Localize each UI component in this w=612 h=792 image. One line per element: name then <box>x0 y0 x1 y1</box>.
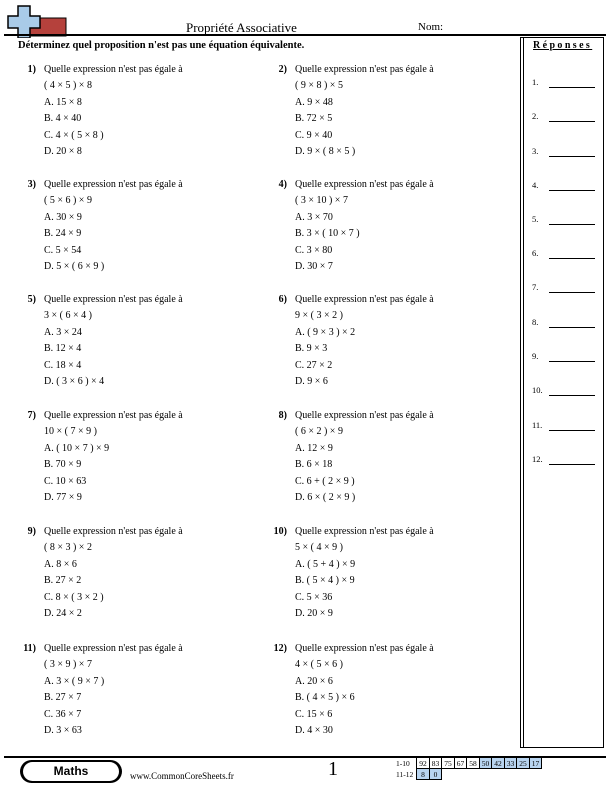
question-body <box>295 177 505 275</box>
answer-line[interactable] <box>532 146 596 156</box>
answer-option: A. ( 10 × 7 ) × 9 <box>44 442 110 454</box>
answer-option: A. ( 5 + 4 ) × 9 <box>295 558 356 570</box>
answer-line[interactable] <box>532 420 596 430</box>
score-row <box>396 758 542 769</box>
question-expression: ( 8 × 3 ) × 2 <box>44 542 92 554</box>
page-number: 1 <box>328 758 338 780</box>
answer-option: C. 8 × ( 3 × 2 ) <box>44 591 104 603</box>
question-prompt: Quelle expression n'est pas égale à <box>44 294 183 305</box>
answer-option: A. 30 × 9 <box>44 211 82 223</box>
answer-option: D. 77 × 9 <box>44 492 82 504</box>
score-cell: 33 <box>504 758 517 769</box>
answer-option: C. 5 × 36 <box>295 591 333 603</box>
answer-blank[interactable] <box>549 87 595 88</box>
question-number: 7) <box>27 410 36 421</box>
question-prompt: Quelle expression n'est pas égale à <box>44 64 183 75</box>
answer-option: B. 70 × 9 <box>44 459 82 471</box>
answer-number: 10. <box>532 385 543 395</box>
score-cell: 92 <box>417 758 430 769</box>
answers-panel-divider <box>523 37 524 748</box>
question-expression: 10 × ( 7 × 9 ) <box>44 426 97 438</box>
answer-line[interactable] <box>532 351 596 361</box>
score-cell: 83 <box>429 758 442 769</box>
question-number: 4) <box>278 179 287 190</box>
question-number: 11) <box>23 643 36 654</box>
answer-option: C. 3 × 80 <box>295 244 333 256</box>
question-body <box>44 524 254 622</box>
answer-option: A. 20 × 6 <box>295 675 333 687</box>
question-expression: 3 × ( 6 × 4 ) <box>44 310 92 322</box>
question-number: 12) <box>273 643 287 654</box>
question-number: 10) <box>273 526 287 537</box>
question-number: 2) <box>278 64 287 75</box>
answer-option: A. 15 × 8 <box>44 96 82 108</box>
answer-option: A. ( 9 × 3 ) × 2 <box>295 326 356 338</box>
answer-number: 11. <box>532 420 543 430</box>
answer-blank[interactable] <box>549 121 595 122</box>
answer-option: B. 27 × 7 <box>44 692 82 704</box>
question-expression: ( 3 × 10 ) × 7 <box>295 195 348 207</box>
answer-number: 1. <box>532 77 539 87</box>
question-body <box>295 408 505 506</box>
answer-option: D. 9 × ( 8 × 5 ) <box>295 146 356 158</box>
answer-option: B. 12 × 4 <box>44 343 82 355</box>
subject-label: Maths <box>23 762 119 781</box>
header-divider <box>4 34 606 36</box>
answer-blank[interactable] <box>549 464 595 465</box>
answer-option: D. 24 × 2 <box>44 608 82 620</box>
score-cell: 17 <box>529 758 542 769</box>
answer-option: B. ( 4 × 5 ) × 6 <box>295 692 355 704</box>
answer-option: D. 20 × 9 <box>295 608 333 620</box>
answer-option: B. ( 5 × 4 ) × 9 <box>295 575 355 587</box>
question-prompt: Quelle expression n'est pas égale à <box>44 179 183 190</box>
question-body <box>44 177 254 275</box>
question-expression: 4 × ( 5 × 6 ) <box>295 659 343 671</box>
question-number: 5) <box>27 294 36 305</box>
score-cell: 42 <box>492 758 505 769</box>
question-expression: ( 6 × 2 ) × 9 <box>295 426 343 438</box>
answer-option: C. 18 × 4 <box>44 359 82 371</box>
answer-number: 4. <box>532 180 539 190</box>
question-prompt: Quelle expression n'est pas égale à <box>295 410 434 421</box>
score-table <box>396 757 542 780</box>
question-body <box>295 292 505 390</box>
question-number: 6) <box>278 294 287 305</box>
question-prompt: Quelle expression n'est pas égale à <box>295 526 434 537</box>
score-cell: 25 <box>517 758 530 769</box>
question-prompt: Quelle expression n'est pas égale à <box>295 294 434 305</box>
answer-option: B. 3 × ( 10 × 7 ) <box>295 228 360 240</box>
name-label: Nom: <box>418 21 444 33</box>
answer-line[interactable] <box>532 282 596 292</box>
answer-option: D. 30 × 7 <box>295 261 333 273</box>
answer-option: C. 6 + ( 2 × 9 ) <box>295 475 355 487</box>
answer-option: D. 4 × 30 <box>295 725 333 737</box>
answer-option: C. 36 × 7 <box>44 708 82 720</box>
answer-blank[interactable] <box>549 430 595 431</box>
answer-line[interactable] <box>532 111 596 121</box>
answer-option: B. 4 × 40 <box>44 113 82 125</box>
answer-number: 2. <box>532 111 539 121</box>
answer-line[interactable] <box>532 77 596 87</box>
question-body <box>295 524 505 622</box>
question-body <box>44 292 254 390</box>
answer-option: D. 9 × 6 <box>295 376 328 388</box>
answer-number: 12. <box>532 454 543 464</box>
answer-option: B. 9 × 3 <box>295 343 328 355</box>
question-expression: ( 5 × 6 ) × 9 <box>44 195 92 207</box>
answer-line[interactable] <box>532 248 596 258</box>
question-expression: 5 × ( 4 × 9 ) <box>295 542 343 554</box>
score-cell: 58 <box>467 758 480 769</box>
score-cell: 8 <box>417 769 430 780</box>
answer-option: B. 24 × 9 <box>44 228 82 240</box>
answer-option: B. 27 × 2 <box>44 575 82 587</box>
question-expression: ( 3 × 9 ) × 7 <box>44 659 92 671</box>
question-number: 9) <box>27 526 36 537</box>
plus-logo-icon <box>4 4 68 38</box>
answer-line[interactable] <box>532 454 596 464</box>
score-row-label: 11-12 <box>396 769 414 779</box>
answer-option: A. 3 × 24 <box>44 326 82 338</box>
question-body <box>44 62 254 160</box>
answer-blank[interactable] <box>549 327 595 328</box>
answer-option: D. 20 × 8 <box>44 146 82 158</box>
score-cell: 0 <box>429 769 442 780</box>
answer-option: D. 5 × ( 6 × 9 ) <box>44 261 105 273</box>
answer-number: 3. <box>532 146 539 156</box>
question-number: 3) <box>27 179 36 190</box>
answer-option: C. 10 × 63 <box>44 475 87 487</box>
answer-option: D. ( 3 × 6 ) × 4 <box>44 376 105 388</box>
answer-option: A. 9 × 48 <box>295 96 333 108</box>
answer-option: C. 15 × 6 <box>295 708 333 720</box>
answer-line[interactable] <box>532 317 596 327</box>
question-body <box>295 641 505 739</box>
answer-line[interactable] <box>532 385 596 395</box>
answer-number: 5. <box>532 214 539 224</box>
answer-number: 7. <box>532 282 539 292</box>
answer-blank[interactable] <box>549 258 595 259</box>
score-cell: 75 <box>442 758 455 769</box>
question-body <box>44 408 254 506</box>
answer-option: C. 4 × ( 5 × 8 ) <box>44 129 104 141</box>
website-link[interactable]: www.CommonCoreSheets.fr <box>130 771 234 781</box>
question-expression: ( 9 × 8 ) × 5 <box>295 80 343 92</box>
question-number: 8) <box>278 410 287 421</box>
answer-blank[interactable] <box>549 361 595 362</box>
question-prompt: Quelle expression n'est pas égale à <box>44 526 183 537</box>
answer-blank[interactable] <box>549 292 595 293</box>
answer-option: B. 72 × 5 <box>295 113 333 125</box>
score-cell: 50 <box>479 758 492 769</box>
answer-option: A. 3 × 70 <box>295 211 333 223</box>
answer-option: C. 9 × 40 <box>295 129 333 141</box>
question-body <box>295 62 505 160</box>
answer-option: A. 12 × 9 <box>295 442 333 454</box>
answer-option: C. 5 × 54 <box>44 244 82 256</box>
score-row-label: 1-10 <box>396 758 410 768</box>
question-expression: ( 4 × 5 ) × 8 <box>44 80 92 92</box>
answer-line[interactable] <box>532 180 596 190</box>
question-prompt: Quelle expression n'est pas égale à <box>295 64 434 75</box>
answer-line[interactable] <box>532 214 596 224</box>
answer-blank[interactable] <box>549 224 595 225</box>
page-title: Propriété Associative <box>186 20 297 35</box>
answer-number: 8. <box>532 317 539 327</box>
answer-number: 6. <box>532 248 539 258</box>
answer-blank[interactable] <box>549 395 595 396</box>
question-prompt: Quelle expression n'est pas égale à <box>44 643 183 654</box>
question-expression: 9 × ( 3 × 2 ) <box>295 310 343 322</box>
question-prompt: Quelle expression n'est pas égale à <box>44 410 183 421</box>
question-number: 1) <box>27 64 36 75</box>
answer-option: D. 3 × 63 <box>44 725 82 737</box>
answer-option: A. 3 × ( 9 × 7 ) <box>44 675 105 687</box>
answer-number: 9. <box>532 351 539 361</box>
score-row <box>396 769 542 780</box>
answer-blank[interactable] <box>549 156 595 157</box>
answer-blank[interactable] <box>549 190 595 191</box>
instructions: Déterminez quel proposition n'est pas une équation équivalente. <box>18 40 305 51</box>
question-prompt: Quelle expression n'est pas égale à <box>295 179 434 190</box>
answer-option: D. 6 × ( 2 × 9 ) <box>295 492 356 504</box>
question-body <box>44 641 254 739</box>
answer-option: B. 6 × 18 <box>295 459 333 471</box>
question-prompt: Quelle expression n'est pas égale à <box>295 643 434 654</box>
score-cell: 67 <box>454 758 467 769</box>
answer-option: C. 27 × 2 <box>295 359 333 371</box>
answer-option: A. 8 × 6 <box>44 558 77 570</box>
answers-title: Réponses <box>533 40 593 51</box>
